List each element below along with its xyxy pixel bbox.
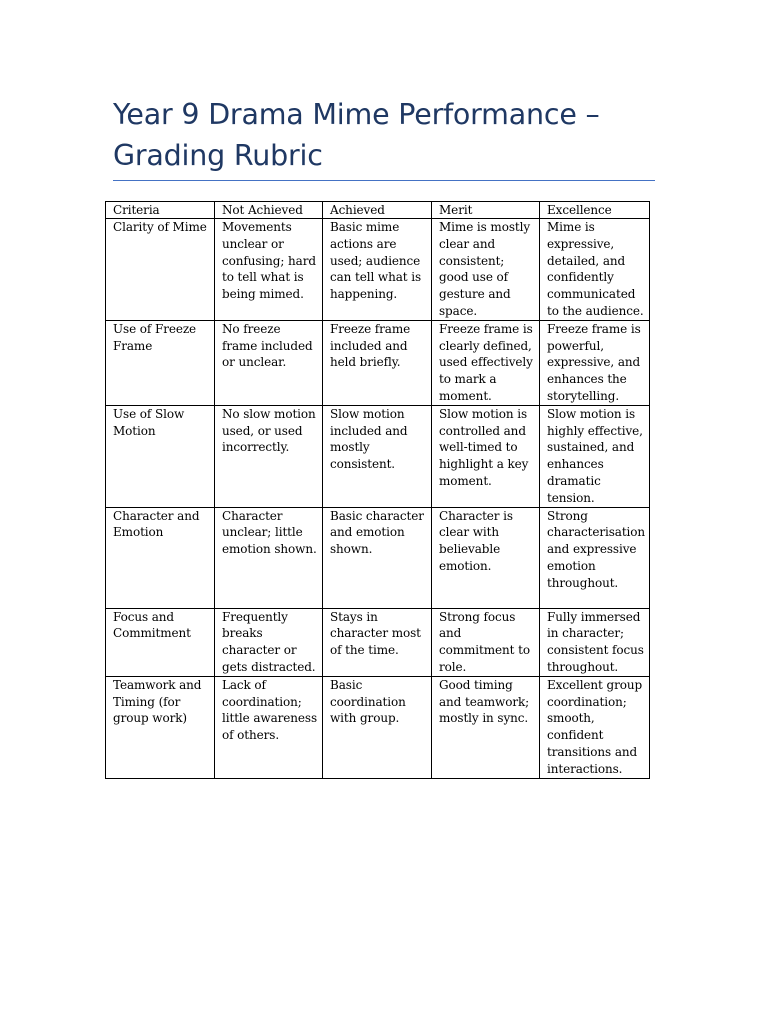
achieved-cell: Basic character and emotion shown.: [323, 507, 432, 608]
achieved-cell: Slow motion included and mostly consistent.: [323, 405, 432, 507]
not-achieved-cell: Character unclear; little emotion shown.: [215, 507, 323, 608]
document-title: Year 9 Drama Mime Performance – Grading Rubric: [113, 98, 600, 172]
not-achieved-cell: Lack of coordination; little awareness of others.: [215, 676, 323, 778]
excellence-cell: Mime is expressive, detailed, and confidently communicated to the audience.: [540, 219, 650, 321]
excellence-cell: Freeze frame is powerful, expressive, and enhances the storytelling.: [540, 320, 650, 405]
header-merit: Merit: [432, 202, 540, 219]
header-achieved: Achieved: [323, 202, 432, 219]
table-header-row: [106, 202, 650, 219]
merit-cell: Good timing and teamwork; mostly in sync.: [432, 676, 540, 778]
achieved-cell: Stays in character most of the time.: [323, 608, 432, 676]
merit-cell: Slow motion is controlled and well-timed to highlight a key moment.: [432, 405, 540, 507]
table-row: [106, 676, 650, 778]
achieved-cell: Basic mime actions are used; audience can tell what is happening.: [323, 219, 432, 321]
grading-rubric-table: [105, 201, 650, 779]
criteria-cell: Use of Freeze Frame: [106, 320, 215, 405]
table-row: [106, 320, 650, 405]
header-not-achieved: Not Achieved: [215, 202, 323, 219]
achieved-cell: Freeze frame included and held briefly.: [323, 320, 432, 405]
header-criteria: Criteria: [106, 202, 215, 219]
achieved-cell: Basic coordination with group.: [323, 676, 432, 778]
excellence-cell: Excellent group coordination; smooth, confident transitions and interactions.: [540, 676, 650, 778]
excellence-cell: Strong characterisation and expressive emotion throughout.: [540, 507, 650, 608]
criteria-cell: Use of Slow Motion: [106, 405, 215, 507]
table-row: [106, 608, 650, 676]
excellence-cell: Fully immersed in character; consistent focus throughout.: [540, 608, 650, 676]
not-achieved-cell: Movements unclear or confusing; hard to tell what is being mimed.: [215, 219, 323, 321]
title-underline: [113, 180, 655, 181]
criteria-cell: Character and Emotion: [106, 507, 215, 608]
criteria-cell: Clarity of Mime: [106, 219, 215, 321]
merit-cell: Mime is mostly clear and consistent; good use of gesture and space.: [432, 219, 540, 321]
header-excellence: Excellence: [540, 202, 650, 219]
merit-cell: Strong focus and commitment to role.: [432, 608, 540, 676]
criteria-cell: Focus and Commitment: [106, 608, 215, 676]
not-achieved-cell: No freeze frame included or unclear.: [215, 320, 323, 405]
merit-cell: Character is clear with believable emotion.: [432, 507, 540, 608]
table-row: [106, 405, 650, 507]
table-row: [106, 219, 650, 321]
merit-cell: Freeze frame is clearly defined, used effectively to mark a moment.: [432, 320, 540, 405]
table-row: [106, 507, 650, 608]
excellence-cell: Slow motion is highly effective, sustained, and enhances dramatic tension.: [540, 405, 650, 507]
not-achieved-cell: Frequently breaks character or gets distracted.: [215, 608, 323, 676]
not-achieved-cell: No slow motion used, or used incorrectly.: [215, 405, 323, 507]
criteria-cell: Teamwork and Timing (for group work): [106, 676, 215, 778]
